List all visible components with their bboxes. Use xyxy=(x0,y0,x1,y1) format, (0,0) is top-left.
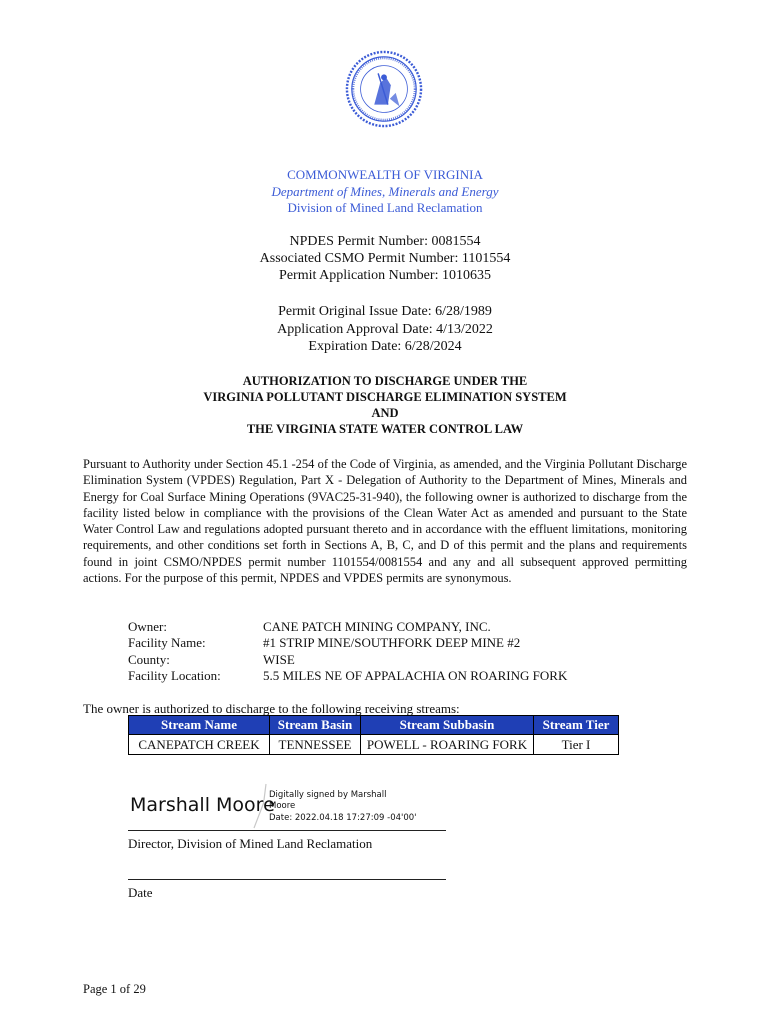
facility-name-label: Facility Name: xyxy=(128,635,206,650)
signature-line xyxy=(128,830,446,831)
authorization-title-line4: THE VIRGINIA STATE WATER CONTROL LAW xyxy=(246,422,524,436)
original-issue-date: Permit Original Issue Date: 6/28/1989 xyxy=(278,304,492,319)
column-header-stream-basin: Stream Basin xyxy=(270,716,361,735)
owner-label: Owner: xyxy=(128,619,167,634)
owner-row xyxy=(128,618,491,635)
owner-value: CANE PATCH MINING COMPANY, INC. xyxy=(263,619,491,634)
npdes-permit-number: NPDES Permit Number: 0081554 xyxy=(289,234,481,249)
facility-name-row xyxy=(128,634,520,651)
date-label: Date xyxy=(128,885,153,900)
facility-name-value: #1 STRIP MINE/SOUTHFORK DEEP MINE #2 xyxy=(263,635,521,650)
facility-location-value: 5.5 MILES NE OF APPALACHIA ON ROARING FORK xyxy=(263,668,568,683)
signature-name: Marshall Moore xyxy=(130,794,275,816)
digital-signature-line1: Digitally signed by Marshall xyxy=(269,790,387,800)
authorization-title-line2: VIRGINIA POLLUTANT DISCHARGE ELIMINATION SYSTEM xyxy=(203,390,567,404)
county-row xyxy=(128,651,295,668)
column-header-stream-name: Stream Name xyxy=(129,716,270,735)
stream-name-cell: CANEPATCH CREEK xyxy=(129,735,270,755)
virginia-seal-logo xyxy=(345,50,423,128)
digital-signature-line2: Moore xyxy=(269,801,296,811)
streams-intro: The owner is authorized to discharge to the following receiving streams: xyxy=(83,701,460,716)
authorization-title-line1: AUTHORIZATION TO DISCHARGE UNDER THE xyxy=(242,374,528,388)
application-number: Permit Application Number: 1010635 xyxy=(279,268,491,283)
authorization-title-line3: AND xyxy=(371,406,399,420)
division-heading: Division of Mined Land Reclamation xyxy=(287,200,483,215)
department-heading: Department of Mines, Minerals and Energy xyxy=(271,184,499,199)
csmo-permit-number: Associated CSMO Permit Number: 1101554 xyxy=(259,251,511,266)
authority-paragraph: Pursuant to Authority under Section 45.1 -254 of the Code of Virginia, as amended, and the Virginia Pollutant Discharge Elimination System (VPDES) Regulation, Part X - Delegation of Authority to the Department of Mines, Minerals and Energy for Coal Surface Mining Operations (9VAC25-31-940), the following owner is authorized to discharge from the facility listed below in compliance with the provisions of the Clean Water Act as amended and pursuant to the State Water Control Law and regulations adopted pursuant thereto and in accordance with the effluent limitations, monitoring requirements, and other conditions set forth in Sections A, B, C, and D of this permit and the plans and requirements found in joint CSMO/NPDES permit number 1101554/0081554 and any and all subsequent approved permitting actions. For the purpose of this permit, NPDES and VPDES permits are synonymous. xyxy=(83,457,687,586)
streams-header-row xyxy=(129,716,619,735)
streams-table xyxy=(128,715,619,755)
facility-location-row xyxy=(128,667,567,684)
date-line xyxy=(128,879,446,880)
digital-signature-line3: Date: 2022.04.18 17:27:09 -04'00' xyxy=(269,813,417,823)
facility-location-label: Facility Location: xyxy=(128,668,221,683)
column-header-stream-tier: Stream Tier xyxy=(534,716,619,735)
approval-date: Application Approval Date: 4/13/2022 xyxy=(277,322,493,337)
column-header-stream-subbasin: Stream Subbasin xyxy=(361,716,534,735)
expiration-date: Expiration Date: 6/28/2024 xyxy=(308,339,462,354)
director-title: Director, Division of Mined Land Reclamation xyxy=(128,836,373,851)
stream-tier-cell: Tier I xyxy=(534,735,619,755)
county-label: County: xyxy=(128,652,170,667)
table-row xyxy=(129,735,619,755)
county-value: WISE xyxy=(263,652,295,667)
page-number: Page 1 of 29 xyxy=(83,982,146,996)
stream-subbasin-cell: POWELL - ROARING FORK xyxy=(361,735,534,755)
commonwealth-heading: COMMONWEALTH OF VIRGINIA xyxy=(287,167,483,182)
stream-basin-cell: TENNESSEE xyxy=(270,735,361,755)
